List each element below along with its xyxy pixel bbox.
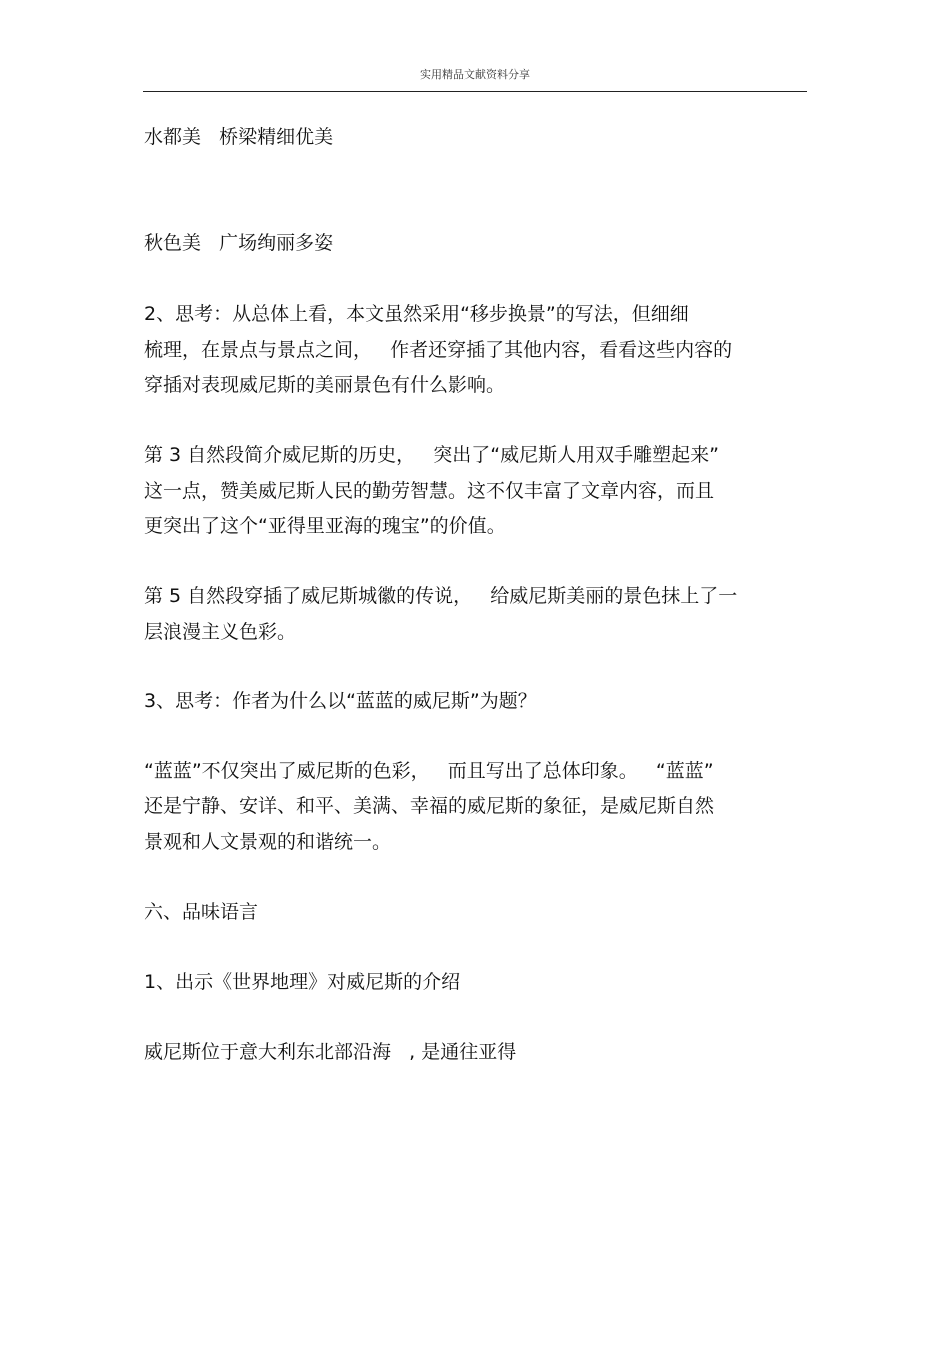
text-line-autumn: 秋色美 广场绚丽多姿 xyxy=(144,232,334,254)
text-line: 景观和人文景观的和谐统一。 xyxy=(144,831,392,853)
text-line-question-3: 3、思考：作者为什么以“蓝蓝的威尼斯”为题？ xyxy=(144,690,537,712)
text-line: 穿插对表现威尼斯的美丽景色有什么影响。 xyxy=(144,374,506,396)
text-line: 这一点，赞美威尼斯人民的勤劳智慧。这不仅丰富了文章内容，而且 xyxy=(144,480,715,502)
text-line-water-city: 水都美 桥梁精细优美 xyxy=(144,126,334,148)
text-line-venice-location: 威尼斯位于意大利东北部沿海 , 是通往亚得 xyxy=(144,1041,517,1063)
text-line-lanlan: “蓝蓝”不仅突出了威尼斯的色彩， 而且写出了总体印象。 “蓝蓝” xyxy=(144,760,714,782)
text-line: 梳理，在景点与景点之间， 作者还穿插了其他内容，看看这些内容的 xyxy=(144,339,733,361)
text-line: 层浪漫主义色彩。 xyxy=(144,621,297,643)
page-header: 实用精品文献资料分享 xyxy=(420,68,530,81)
text-line-item-1: 1、出示《世界地理》对威尼斯的介绍 xyxy=(144,971,461,993)
section-heading-language: 六、品味语言 xyxy=(144,901,259,923)
text-line: 还是宁静、安详、和平、美满、幸福的威尼斯的象征，是威尼斯自然 xyxy=(144,795,715,817)
text-line-paragraph-5: 第 5 自然段穿插了威尼斯城徽的传说， 给威尼斯美丽的景色抹上了一 xyxy=(144,585,738,607)
text-line-question-2: 2、思考：从总体上看，本文虽然采用“移步换景”的写法，但细细 xyxy=(144,303,689,325)
header-divider xyxy=(143,91,807,92)
text-line: 更突出了这个“亚得里亚海的瑰宝”的价值。 xyxy=(144,515,506,537)
text-line-paragraph-3: 第 3 自然段简介威尼斯的历史， 突出了“威尼斯人用双手雕塑起来” xyxy=(144,444,719,466)
